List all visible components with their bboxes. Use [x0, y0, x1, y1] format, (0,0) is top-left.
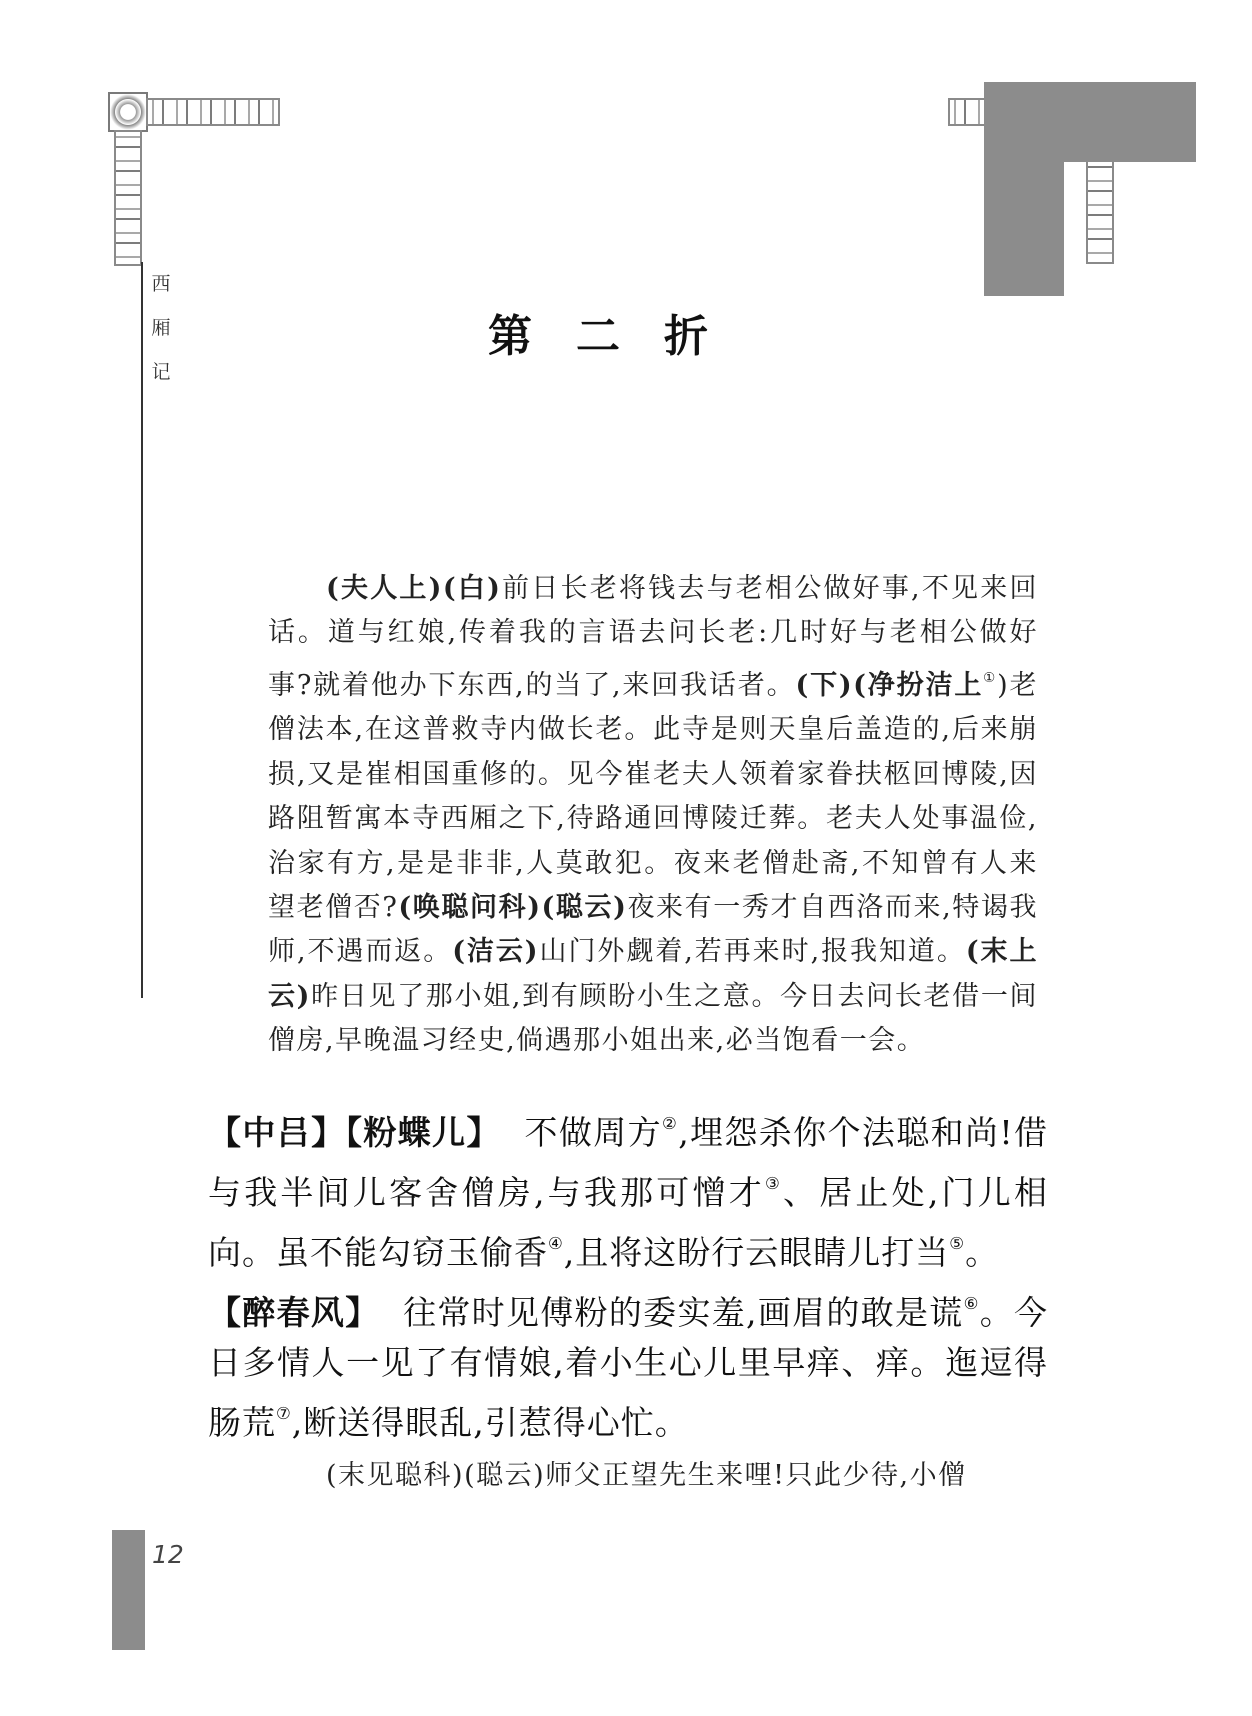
footnote-marker: ① — [983, 669, 998, 686]
dialogue-paragraph — [268, 567, 1038, 1064]
page-number: 12 — [152, 1540, 184, 1569]
running-title-char: 记 — [151, 361, 171, 383]
margin-rule — [141, 262, 143, 998]
border-ornament-top-left — [146, 98, 280, 126]
corner-ornament-left — [108, 92, 148, 132]
dialogue-text: 夜来有一秀才自西洛而来,特谒我师,不遇而返。 — [268, 891, 1038, 968]
running-book-title — [146, 262, 176, 394]
footnote-marker: ⑥ — [963, 1293, 980, 1313]
tune-name: 【醉春风】 — [208, 1292, 380, 1332]
dialogue-text: 山门外觑着,若再来时,报我知道。 — [539, 936, 966, 968]
verse-block — [208, 1098, 1048, 1448]
verse-stanza — [208, 1098, 1048, 1278]
stage-direction: (末上云) — [268, 936, 1038, 1012]
footnote-marker: ⑤ — [949, 1233, 966, 1253]
verse-text: 往常时见傅粉的委实羞,画眉的敢是谎 — [403, 1292, 964, 1332]
verse-text: 。 — [965, 1232, 1000, 1272]
stage-direction: (洁云) — [452, 936, 540, 968]
dialogue-text: 前日长老将钱去与老相公做好事,不见来回话。道与红娘,传着我的言语去问长老:几时好与老相公做好事?就着他办下东西,的当了,来回我话者。 — [268, 573, 1038, 701]
border-ornament-left — [114, 130, 142, 266]
verse-text: ,埋怨杀你个法聪和尚!借与我半间儿客舍僧房,与我那可憎才 — [208, 1112, 1049, 1212]
dialogue-paragraph — [268, 1454, 1038, 1498]
footnote-marker: ⑦ — [276, 1404, 292, 1424]
dialogue-text: 师父正望先生来哩!只此少待,小僧 — [545, 1460, 967, 1491]
verse-text: 、居止处,门儿相向。虽不能勾窃玉偷香 — [208, 1172, 1048, 1272]
stage-direction: (下)(净扮洁上 — [795, 669, 984, 701]
dialogue-text: 昨日见了那小姐,到有顾盼小生之意。今日去问长老借一间僧房,早晚温习经史,倘遇那小姐出来,必当饱看一会。 — [268, 980, 1038, 1057]
border-ornament-right — [1086, 150, 1114, 264]
footnote-marker: ③ — [764, 1173, 783, 1193]
corner-tab-vertical — [984, 82, 1064, 296]
verse-text: ,且将这盼行云眼睛儿打当 — [563, 1232, 950, 1272]
dialogue-text: )老僧法本,在这普救寺内做长老。此寺是则天皇后盖造的,后来崩损,又是崔相国重修的。见今崔老夫人领着家眷扶柩回博陵,因路阻暂寓本寺西厢之下,待路通回博陵迁葬。老夫人处事温俭,治家有方,是是非非,人莫敢犯。夜来老僧赴斋,不知曾有人来望老僧否? — [268, 669, 1038, 923]
verse-text: 。今日多情人一见了有情娘,着小生心儿里早痒、痒。迤逗得肠荒 — [208, 1292, 1048, 1443]
running-title-char: 厢 — [151, 317, 171, 339]
stage-direction: (夫人上)(白) — [326, 573, 502, 604]
tune-name: 【中吕】【粉蝶儿】 — [208, 1112, 501, 1152]
chapter-title: 第二折 — [488, 311, 752, 362]
stage-direction: (唤聪问科)(聪云) — [398, 891, 628, 923]
footnote-marker: ② — [662, 1114, 679, 1133]
stage-direction: (末见聪科)(聪云) — [326, 1460, 546, 1491]
footnote-marker: ④ — [548, 1233, 564, 1253]
running-title-char: 西 — [151, 273, 171, 295]
verse-text: 不做周方 — [524, 1112, 663, 1152]
page-number-tab — [112, 1530, 145, 1650]
verse-stanza — [208, 1278, 1048, 1449]
verse-text: ,断送得眼乱,引惹得心忙。 — [291, 1403, 689, 1443]
